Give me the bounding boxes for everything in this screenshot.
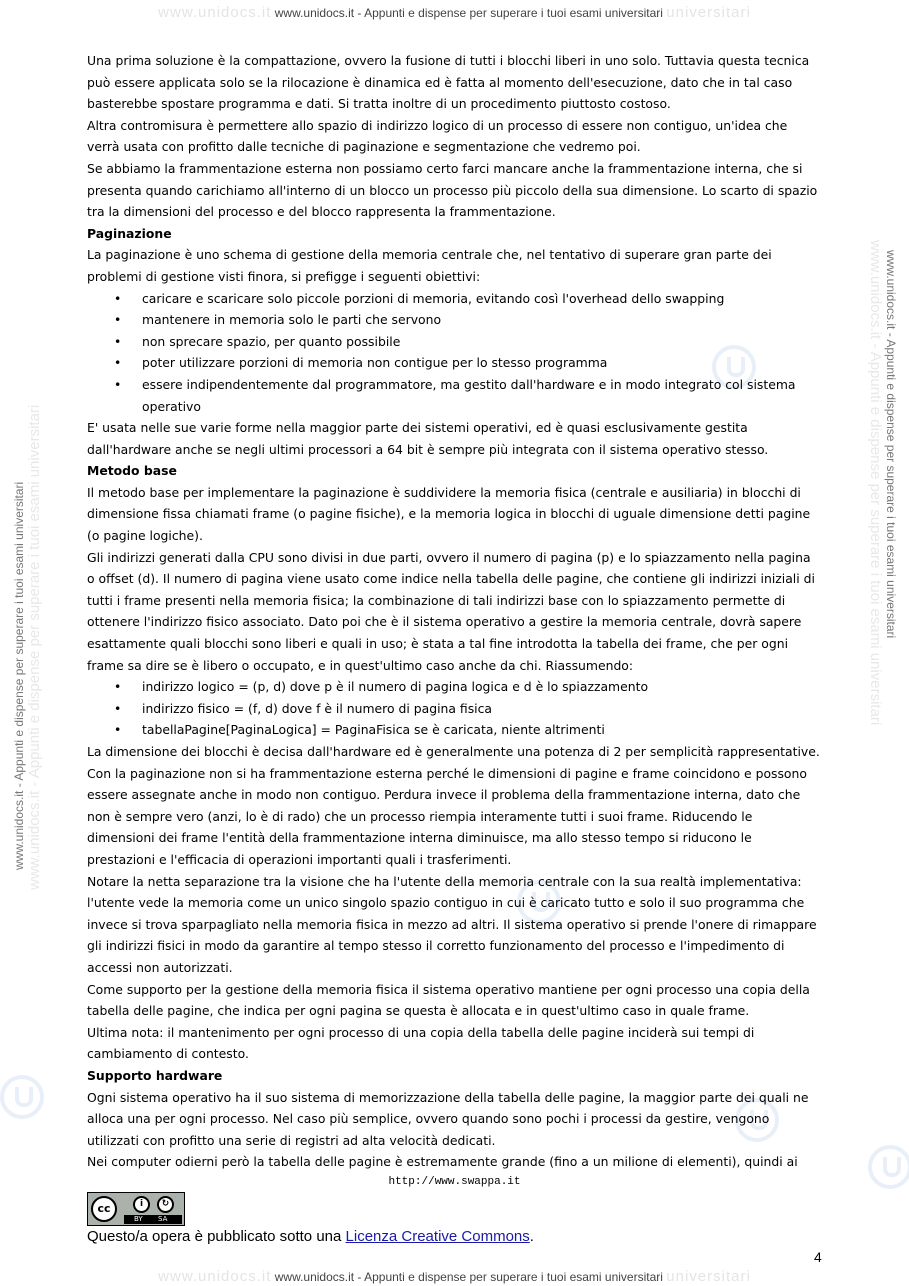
paragraph: Ogni sistema operativo ha il suo sistema di memorizzazione della tabella delle pagine, la maggior parte dei quali ne alloca una per ogni processo. Nel caso più semplice, ovvero quando sono pochi i processi da gestire, vengono utilizzati con profitto una serie di registri ad alta velocità dedicati. (87, 1089, 809, 1148)
section-heading-supporto-hardware: Supporto hardware (87, 1067, 223, 1083)
left-watermark-ghost: www.unidocs.it - Appunti e dispense per superare i tuoi esami universitari (26, 404, 43, 890)
list-item: • non sprecare spazio, per quanto possibile (142, 331, 822, 353)
unidocs-logo-icon (0, 1075, 44, 1119)
list-item: • mantenere in memoria solo le parti che servono (142, 309, 822, 331)
creative-commons-badge[interactable] (87, 1192, 185, 1226)
list-item: • essere indipendentemente dal programmatore, ma gestito dall'hardware e in modo integrato col sistema operativo (142, 374, 822, 417)
list-item: • indirizzo fisico = (f, d) dove f è il numero di pagina fisica (142, 698, 822, 720)
paragraph: Altra contromisura è permettere allo spazio di indirizzo logico di un processo di essere non contiguo, un'idea che verrà usata con profitto dalle tecniche di paginazione e segmentazione che vedremo poi. (87, 117, 788, 155)
paragraph: Se abbiamo la frammentazione esterna non possiamo certo farci mancare anche la frammentazione interna, che si presenta quando carichiamo all'interno di un blocco un processo più piccolo della sua dimensione. Lo scarto di spazio tra la dimensioni del processo e del blocco rappresenta la frammentazione. (87, 160, 818, 220)
objectives-list (87, 288, 822, 418)
left-watermark: www.unidocs.it - Appunti e dispense per superare i tuoi esami universitari (12, 481, 26, 870)
license-notice (87, 1228, 534, 1245)
section-heading-paginazione: Paginazione (87, 225, 172, 241)
paragraph: Notare la netta separazione tra la visione che ha l'utente della memoria centrale con la sua realtà implementativa: l'utente vede la memoria come un unico singolo spazio contiguo in cui è caricato tutto e solo il suo programma che invece si trova sparpagliato nella memoria fisica in mezzo ad altri. Il sistema operativo si prende l'onere di rimappare gli indirizzi fisici in modo da garantire al tempo stesso il corretto funzionamento del processo e l'impedimento di accessi non autorizzati. (87, 873, 817, 975)
share-alike-icon: ↻ (157, 1196, 174, 1213)
paragraph: La dimensione dei blocchi è decisa dall'hardware ed è generalmente una potenza di 2 per semplicità rappresentative. (87, 744, 820, 759)
document-body (87, 50, 822, 1173)
summary-list (87, 676, 822, 741)
license-prefix: Questo/a opera è pubblicato sotto una (87, 1228, 346, 1245)
cc-icon: cc (91, 1196, 117, 1222)
right-watermark-ghost: www.unidocs.it - Appunti e dispense per superare i tuoi esami universitari (867, 240, 884, 726)
top-watermark-ghost-left: www.unidocs.it (158, 4, 272, 21)
paragraph: Con la paginazione non si ha frammentazione esterna perché le dimensioni di pagine e frame coincidono e possono essere assegnate anche in modo non contiguo. Perdura invece il problema della frammentazione interna, dato che non è sempre vero (anzi, lo è di rado) che un processo riempia interamente tutti i suoi frame. Riducendo le dimensioni dei frame l'entità della frammentazione interna diminuisce, ma allo stesso tempo si riducono le prestazioni e l'efficacia di operazioni importanti quali i trasferimenti. (87, 765, 807, 867)
bottom-watermark-ghost-right: universitari (666, 1268, 751, 1285)
top-watermark-text: www.unidocs.it - Appunti e dispense per superare i tuoi esami universitari (274, 6, 663, 20)
bottom-watermark (0, 1268, 909, 1285)
bottom-watermark-text: www.unidocs.it - Appunti e dispense per superare i tuoi esami universitari (274, 1270, 663, 1284)
list-item: • caricare e scaricare solo piccole porzioni di memoria, evitando così l'overhead dello swapping (142, 288, 822, 310)
paragraph: Il metodo base per implementare la paginazione è suddividere la memoria fisica (centrale e ausiliaria) in blocchi di dimensione fissa chiamati frame (o pagine fisiche), e la memoria logica in blocchi di uguale dimensione detti pagine (o pagine logiche). (87, 484, 811, 544)
license-link[interactable]: Licenza Creative Commons (345, 1228, 530, 1245)
cc-sa-label: SA (158, 1215, 168, 1223)
paragraph: Una prima soluzione è la compattazione, ovvero la fusione di tutti i blocchi liberi in uno solo. Tuttavia questa tecnica può essere applicata solo se la rilocazione è dinamica ed è fatta al momento dell'esecuzione, dato che in tal caso basterebbe spostare programma e dati. Si tratta inoltre di un procedimento piuttosto costoso. (87, 53, 810, 112)
right-watermark: www.unidocs.it - Appunti e dispense per superare i tuoi esami universitari (884, 250, 898, 639)
cc-label-strip (124, 1215, 182, 1224)
list-item: • poter utilizzare porzioni di memoria non contigue per lo stesso programma (142, 352, 822, 374)
list-item: • indirizzo logico = (p, d) dove p è il numero di pagina logica e d è lo spiazzamento (142, 676, 822, 698)
paragraph: Nei computer odierni però la tabella delle pagine è estremamente grande (fino a un milione di elementi), quindi ai (87, 1154, 798, 1170)
paragraph: Ultima nota: il mantenimento per ogni processo di una copia della tabella delle pagine inciderà sui tempi di cambiamento di contesto. (87, 1024, 755, 1062)
list-item: • tabellaPagine[PaginaLogica] = PaginaFisica se è caricata, niente altrimenti (142, 719, 822, 741)
attribution-icon: i (133, 1196, 150, 1213)
paragraph: E' usata nelle sue varie forme nella maggior parte dei sistemi operativi, ed è quasi esclusivamente gestita dall'hardware anche se negli ultimi processori a 64 bit è sempre più integrata con il sistema operativo stesso. (87, 420, 769, 457)
paragraph: Come supporto per la gestione della memoria fisica il sistema operativo mantiene per ogni processo una copia della tabella delle pagine, che indica per ogni pagina se questa è allocata e in quest'ultimo caso in quale frame. (87, 981, 810, 1019)
footer-url: http://www.swappa.it (388, 1176, 521, 1188)
page-number: 4 (814, 1249, 822, 1265)
paragraph: La paginazione è uno schema di gestione della memoria centrale che, nel tentativo di superare gran parte dei problemi di gestione visti finora, si prefigge i seguenti obiettivi: (87, 247, 772, 284)
top-watermark (0, 4, 909, 21)
paragraph: Gli indirizzi generati dalla CPU sono divisi in due parti, ovvero il numero di pagina (p) e lo spiazzamento nella pagina o offset (d). Il numero di pagina viene usato come indice nella tabella delle pagine, che contiene gli indirizzi iniziali di tutti i frame presenti nella memoria fisica; la combinazione di tali indirizzi base con lo spiazzamento permette di ottenere l'indirizzo fisico associato. Dato poi che è il sistema operativo a gestire la memoria centrale, dovrà sapere esattamente quali blocchi sono liberi e quali in uso; è stata a tal fine introdotta la tabella dei frame, che per ogni frame sa dire se è libero o occupato, e in quest'ultimo caso anche da chi. Riassumendo: (87, 549, 815, 673)
cc-by-label: BY (134, 1215, 143, 1223)
top-watermark-ghost-right: universitari (666, 4, 751, 21)
license-suffix: . (529, 1228, 534, 1245)
section-heading-metodo-base: Metodo base (87, 463, 177, 479)
bottom-watermark-ghost-left: www.unidocs.it (158, 1268, 272, 1285)
